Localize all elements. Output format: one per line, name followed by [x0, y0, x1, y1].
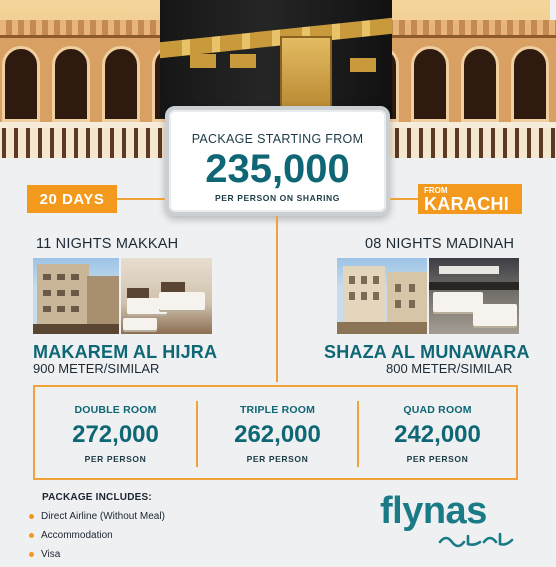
- room-price-unit: PER PERSON: [246, 454, 309, 464]
- madinah-hotel-name: SHAZA AL MUNAWARA: [324, 342, 530, 362]
- room-type-label: QUAD ROOM: [403, 404, 472, 416]
- price-subcaption: PER PERSON ON SHARING: [214, 193, 340, 203]
- room-price: 272,000: [72, 421, 159, 448]
- room-option-quad: [357, 387, 518, 478]
- makkah-hotel-room-photo: [121, 258, 212, 334]
- connector-left: [117, 198, 165, 200]
- room-price: 262,000: [234, 421, 321, 448]
- room-price-unit: PER PERSON: [406, 454, 469, 464]
- kaaba: [160, 0, 392, 118]
- price-caption: PACKAGE STARTING FROM: [191, 132, 364, 146]
- list-item: [29, 548, 165, 567]
- bullet-icon: [29, 514, 34, 519]
- departure-city: KARACHI: [424, 194, 510, 214]
- includes-item: Visa: [41, 549, 61, 560]
- madinah-nights: 08 NIGHTS MADINAH: [365, 236, 515, 252]
- includes-list: [29, 510, 165, 567]
- list-item: [29, 529, 165, 548]
- flynas-arabic-logo: [436, 530, 516, 548]
- departure-badge: [418, 184, 522, 214]
- connector-center: [276, 216, 278, 382]
- makkah-nights: 11 NIGHTS MAKKAH: [36, 236, 179, 252]
- room-option-double: [35, 387, 196, 478]
- room-prices-box: [33, 385, 518, 480]
- madinah-hotel-distance: 800 METER/SIMILAR: [386, 361, 513, 376]
- room-type-label: DOUBLE ROOM: [74, 404, 157, 416]
- list-item: [29, 510, 165, 529]
- makkah-hotel-exterior-photo: [33, 258, 119, 334]
- includes-title: PACKAGE INCLUDES:: [42, 492, 152, 503]
- bullet-icon: [29, 533, 34, 538]
- price-card: [165, 106, 390, 216]
- includes-item: Direct Airline (Without Meal): [41, 511, 165, 522]
- starting-price: 235,000: [205, 147, 350, 191]
- room-price: 242,000: [394, 421, 481, 448]
- departure-from-label: FROM: [424, 186, 448, 195]
- duration-badge: 20 DAYS: [27, 185, 117, 213]
- bullet-icon: [29, 552, 34, 557]
- makkah-hotel-distance: 900 METER/SIMILAR: [33, 361, 160, 376]
- makkah-hotel-name: MAKAREM AL HIJRA: [33, 342, 218, 362]
- room-price-unit: PER PERSON: [84, 454, 147, 464]
- room-type-label: TRIPLE ROOM: [239, 404, 316, 416]
- madinah-hotel-room-photo: [429, 258, 519, 334]
- room-option-triple: [197, 387, 358, 478]
- flynas-logo: flynas: [380, 490, 487, 532]
- madinah-hotel-exterior-photo: [337, 258, 427, 334]
- includes-item: Accommodation: [41, 530, 113, 541]
- connector-right: [390, 198, 418, 200]
